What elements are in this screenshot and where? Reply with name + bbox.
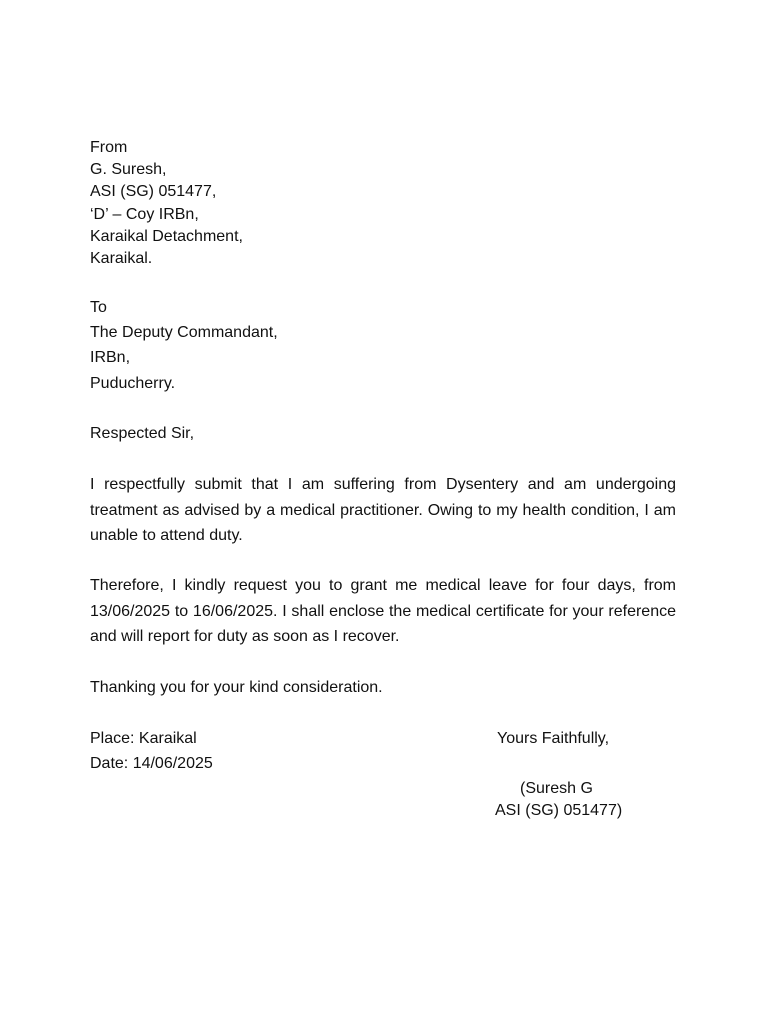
recipient-unit: IRBn,	[90, 349, 131, 367]
recipient-place: Puducherry.	[90, 374, 176, 392]
sender-rank-number: ASI (SG) 051477,	[90, 183, 217, 201]
salutation: Respected Sir,	[90, 425, 195, 442]
recipient-address-block	[90, 295, 278, 396]
signatory-designation: ASI (SG) 051477)	[495, 802, 623, 819]
body-paragraph-2: Therefore, I kindly request you to grant me medical leave for four days, from 13/06/2025 to 16/06/2025. I shall enclose the medical certificate for your reference and will report for duty as soon as I recover.	[90, 577, 676, 645]
sender-place: Karaikal.	[90, 250, 153, 268]
sender-address-block	[90, 137, 243, 270]
sender-detachment: Karaikal Detachment,	[90, 227, 243, 245]
place-line: Place: Karaikal	[90, 730, 197, 747]
recipient-title: The Deputy Commandant,	[90, 324, 278, 342]
signatory-name: (Suresh G	[520, 780, 593, 797]
body-paragraph-1: I respectfully submit that I am suffering from Dysentery and am undergoing treatment as advised by a medical practitioner. Owing to my health condition, I am unable to attend duty.	[90, 476, 676, 544]
to-heading: To	[90, 299, 107, 316]
sender-name: G. Suresh,	[90, 161, 167, 179]
complimentary-close: Yours Faithfully,	[497, 730, 610, 747]
closing-line: Thanking you for your kind consideration.	[90, 679, 383, 696]
from-heading: From	[90, 139, 128, 156]
date-line: Date: 14/06/2025	[90, 755, 213, 772]
sender-company: ‘D’ – Coy IRBn,	[90, 205, 199, 223]
